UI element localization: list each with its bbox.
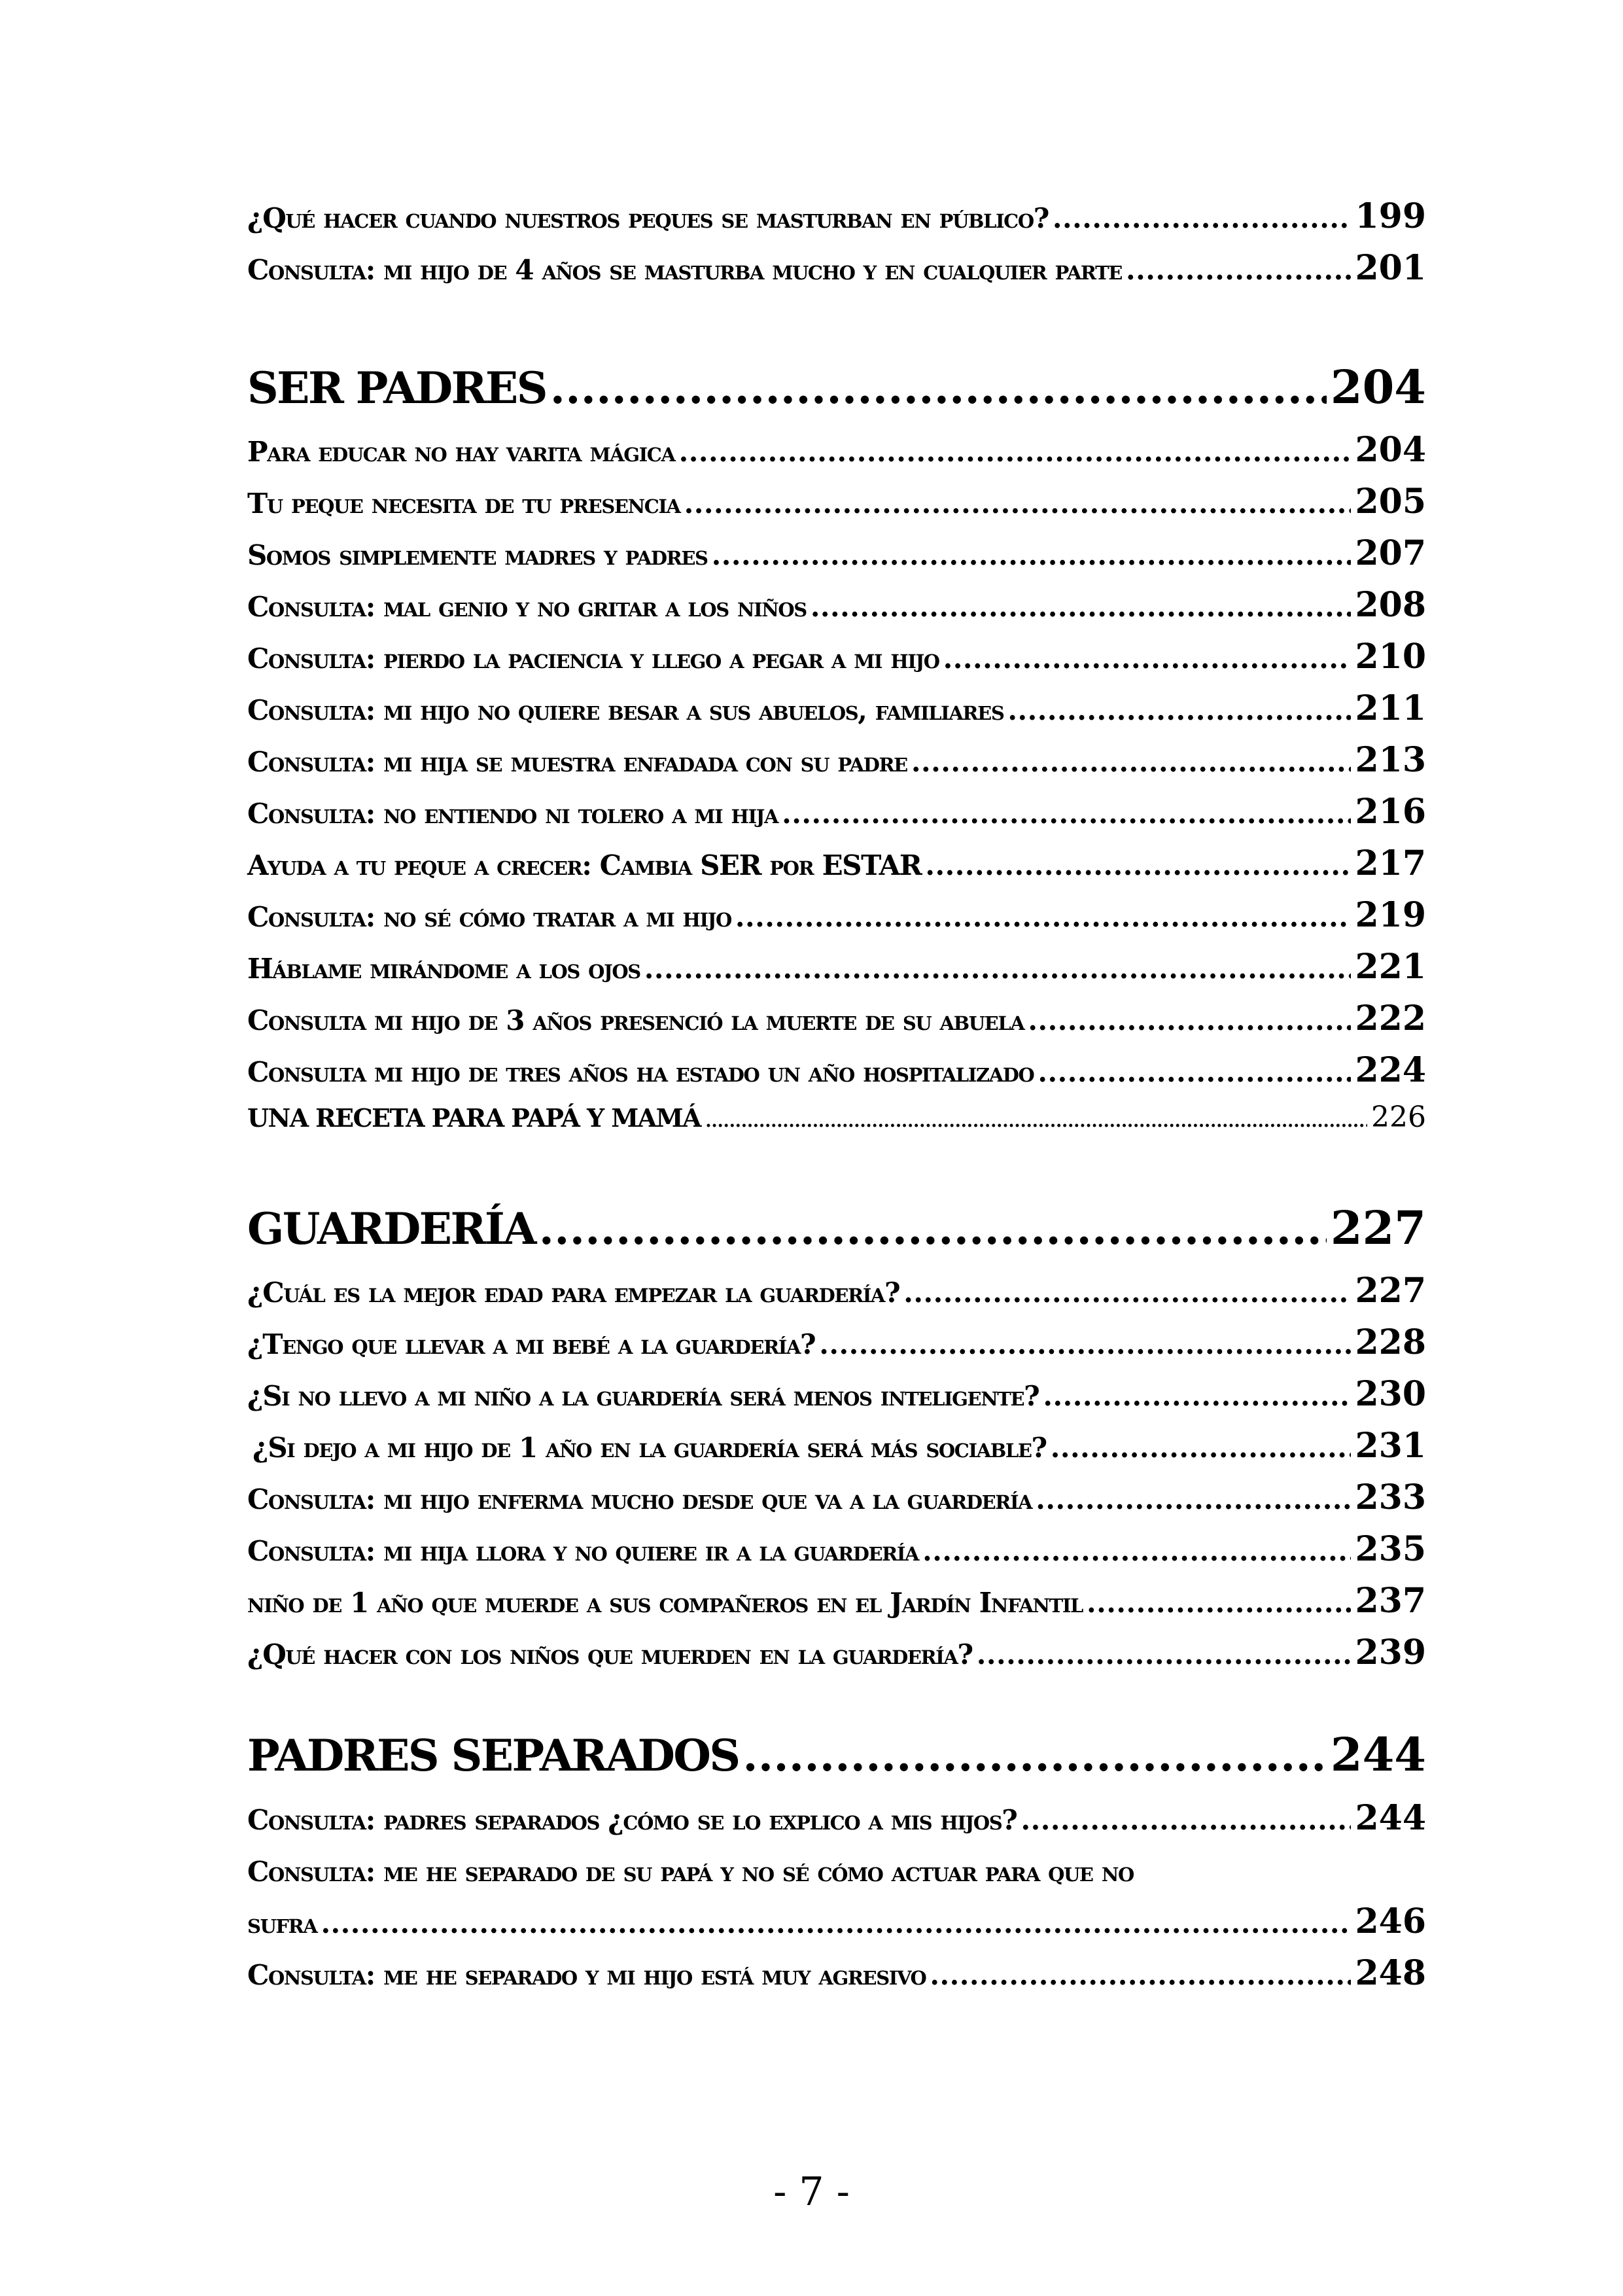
toc-entry-title: Consulta mi hijo de 3 años presenció la muerte de su abuela (247, 1004, 1024, 1036)
toc-entry-title: Para educar no hay varita mágica (247, 436, 675, 468)
dot-leader (1036, 1483, 1351, 1515)
toc-entry-continuation (247, 1901, 1426, 1941)
toc-entry (247, 430, 1426, 470)
toc-entry-title: Tu peque necesita de tu presencia (247, 487, 680, 520)
dot-leader (1051, 1432, 1352, 1464)
toc-entry-title: Consulta: me he separado de su papá y no sé cómo actuar para que no (247, 1856, 1134, 1888)
dot-leader (735, 901, 1352, 933)
dot-leader (1007, 694, 1351, 726)
toc-entry-page: 207 (1355, 533, 1426, 573)
dot-leader (705, 1104, 1367, 1133)
dot-leader (922, 1535, 1351, 1567)
toc-entry (247, 843, 1426, 883)
toc-entry-page: 227 (1355, 1271, 1426, 1311)
dot-leader (743, 1730, 1327, 1781)
toc-entry-title: Consulta: mi hija se muestra enfadada con su padre (247, 746, 907, 778)
toc-entry-page: 231 (1355, 1426, 1426, 1466)
dot-leader (977, 1638, 1352, 1670)
toc-entry-page: 233 (1355, 1477, 1426, 1517)
toc-entry-title: Consulta: mal genio y no gritar a los niños (247, 591, 807, 623)
toc-entry (247, 533, 1426, 573)
toc-entry (247, 637, 1426, 677)
dot-leader (1126, 254, 1351, 286)
toc-entry (247, 1426, 1426, 1466)
toc-entry-title: sufra (247, 1907, 317, 1939)
toc-entry-title: ¿Tengo que llevar a mi bebé a la guardería? (247, 1328, 816, 1360)
toc-entry-title: Consulta: mi hija llora y no quiere ir a la guardería (247, 1535, 919, 1567)
toc-entry (247, 1101, 1426, 1134)
toc-entry-title: ¿Si no llevo a mi niño a la guardería será menos inteligente? (247, 1380, 1039, 1412)
toc-entry-page: 246 (1355, 1901, 1426, 1941)
toc-section-page: 227 (1330, 1201, 1426, 1255)
toc-entry-title: Consulta: no sé cómo tratar a mi hijo (247, 901, 731, 933)
toc-entry-title: ¿Qué hacer cuando nuestros peques se masturban en público? (247, 202, 1049, 234)
dot-leader (925, 849, 1351, 881)
toc-entry-page: 224 (1355, 1050, 1426, 1090)
dot-leader (911, 746, 1352, 778)
toc-entry (247, 947, 1426, 987)
dot-leader (1053, 202, 1352, 234)
toc-section-title: GUARDERÍA (247, 1203, 535, 1254)
toc-entry-page: 211 (1355, 688, 1426, 728)
toc-entry (247, 1581, 1426, 1621)
toc-entry-page: 201 (1355, 248, 1426, 288)
toc-entry-title: ¿Si dejo a mi hijo de 1 año en la guardería será más sociable? (253, 1432, 1047, 1464)
toc-entry (247, 1374, 1426, 1414)
toc-entry-title: Ayuda a tu peque a crecer: Cambia SER por ESTAR (247, 849, 922, 881)
toc-entry-page: 208 (1355, 585, 1426, 625)
toc-entry-title: Consulta: mi hijo de 4 años se masturba mucho y en cualquier parte (247, 254, 1123, 286)
toc-entry (247, 998, 1426, 1038)
page-number: - 7 - (773, 2169, 850, 2215)
toc-entry (247, 1050, 1426, 1090)
toc-entry-title: Somos simplemente madres y padres (247, 539, 708, 571)
toc-section-page: 244 (1330, 1727, 1426, 1782)
toc-entry-page: 228 (1355, 1322, 1426, 1362)
toc-entry (247, 1322, 1426, 1362)
toc-entry-title: Consulta: no entiendo ni tolero a mi hija (247, 798, 778, 830)
dot-leader (321, 1907, 1351, 1939)
toc-entry (247, 1271, 1426, 1311)
toc-section-heading (247, 1201, 1426, 1255)
toc-entry (247, 1633, 1426, 1672)
toc-entry-page: 210 (1355, 637, 1426, 677)
toc-entry (247, 585, 1426, 625)
toc-entry-title: ¿Cuál es la mejor edad para empezar la guardería? (247, 1277, 900, 1309)
toc-entry (247, 895, 1426, 935)
toc-entry-title: niño de 1 año que muerde a sus compañeros en el Jardín Infantil (247, 1587, 1083, 1619)
dot-leader (782, 798, 1351, 830)
toc-entry-title: UNA RECETA PARA PAPÁ Y MAMÁ (247, 1103, 701, 1133)
toc-entry-title: Consulta mi hijo de tres años ha estado un año hospitalizado (247, 1056, 1034, 1088)
dot-leader (1021, 1804, 1351, 1836)
toc-entry-title: Háblame mirándome a los ojos (247, 953, 640, 985)
toc-entry-page: 239 (1355, 1633, 1426, 1672)
toc-entry-page: 205 (1355, 482, 1426, 521)
toc-section-heading (247, 360, 1426, 414)
dot-leader (1028, 1004, 1351, 1036)
toc-entry-page: 237 (1355, 1581, 1426, 1621)
toc-entry (247, 1798, 1426, 1838)
toc-entry-page: 235 (1355, 1529, 1426, 1569)
toc-entry-title: Consulta: padres separados ¿cómo se lo explico a mis hijos? (247, 1804, 1017, 1836)
toc-section-heading (247, 1727, 1426, 1782)
dot-leader (539, 1203, 1327, 1254)
dot-leader (1043, 1380, 1351, 1412)
dot-leader (712, 539, 1352, 571)
dot-leader (679, 436, 1352, 468)
toc-entry-page: 199 (1355, 196, 1426, 236)
toc-entry-page: 248 (1355, 1953, 1426, 1993)
dot-leader (819, 1328, 1351, 1360)
toc-entry-title: ¿Qué hacer con los niños que muerden en la guardería? (247, 1638, 973, 1670)
dot-leader (1087, 1587, 1351, 1619)
toc-entry-title: Consulta: me he separado y mi hijo está muy agresivo (247, 1959, 926, 1991)
toc-section-page: 204 (1330, 360, 1426, 414)
toc-entry (247, 1953, 1426, 1993)
dot-leader (684, 487, 1352, 520)
toc-entry (247, 1477, 1426, 1517)
toc-entry-page: 244 (1355, 1798, 1426, 1838)
toc-section-title: PADRES SEPARADOS (247, 1730, 739, 1781)
toc-entry-title: Consulta: pierdo la paciencia y llego a pegar a mi hijo (247, 643, 939, 675)
toc-entry-title: Consulta: mi hijo no quiere besar a sus abuelos, familiares (247, 694, 1004, 726)
dot-leader (1038, 1056, 1351, 1088)
toc-entry-first-line (247, 1850, 1426, 1890)
dot-leader (903, 1277, 1351, 1309)
toc-entry-page: 219 (1355, 895, 1426, 935)
dot-leader (930, 1959, 1351, 1991)
toc-entry-title: Consulta: mi hijo enferma mucho desde que va a la guardería (247, 1483, 1032, 1515)
toc-entry-page: 204 (1355, 430, 1426, 470)
toc-entry (247, 196, 1426, 236)
toc-entry (247, 482, 1426, 521)
dot-leader (943, 643, 1352, 675)
toc-entry (247, 740, 1426, 780)
dot-leader (644, 953, 1352, 985)
toc-entry-page: 221 (1355, 947, 1426, 987)
toc-entry-page: 213 (1355, 740, 1426, 780)
toc-entry (247, 248, 1426, 288)
toc-section-title: SER PADRES (247, 362, 546, 414)
toc-entry-page: 226 (1371, 1101, 1426, 1134)
toc-entry (247, 792, 1426, 832)
toc-entry (247, 688, 1426, 728)
toc-entry-page: 222 (1355, 998, 1426, 1038)
toc-entry-page: 217 (1355, 843, 1426, 883)
dot-leader (811, 591, 1352, 623)
toc-entry-page: 230 (1355, 1374, 1426, 1414)
toc-entry-page: 216 (1355, 792, 1426, 832)
dot-leader (550, 362, 1327, 414)
toc-entry (247, 1529, 1426, 1569)
